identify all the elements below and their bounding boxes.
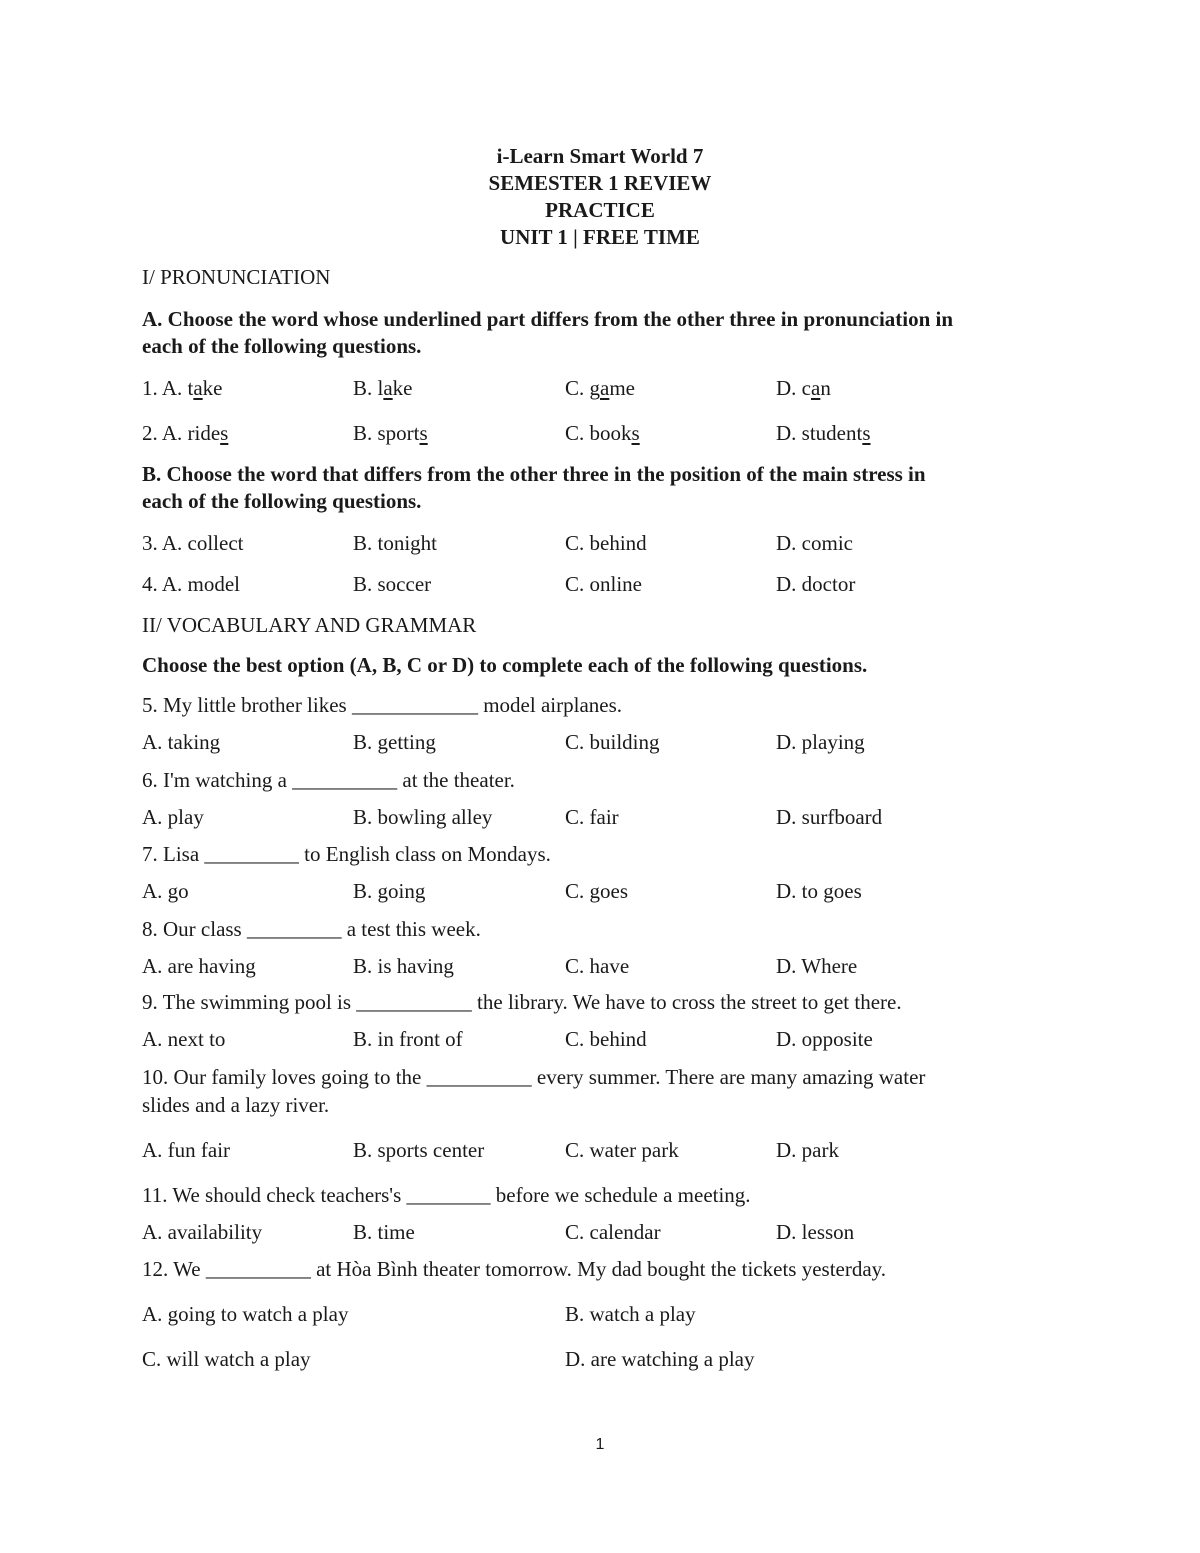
q8-text: 8. Our class _________ a test this week. [142, 917, 481, 941]
q6-option-d: D. surfboard [776, 805, 883, 829]
q12-option-b: B. watch a play [565, 1302, 696, 1326]
q7-text: 7. Lisa _________ to English class on Mondays. [142, 842, 551, 866]
q2-option-a: 2. A. rides [142, 421, 229, 445]
q9-option-d: D. opposite [776, 1027, 873, 1051]
q3-option-d: D. comic [776, 531, 853, 555]
q11-option-b: B. time [353, 1220, 415, 1244]
instruction-part-b-cont: each of the following questions. [142, 489, 422, 513]
q7-option-c: C. goes [565, 879, 628, 903]
q2-option-d: D. students [776, 421, 871, 445]
q6-text: 6. I'm watching a __________ at the theater. [142, 768, 515, 792]
q11-option-d: D. lesson [776, 1220, 855, 1244]
document-subtitle: SEMESTER 1 REVIEW [488, 171, 712, 195]
q12-option-a: A. going to watch a play [142, 1302, 349, 1326]
instruction-part-a: A. Choose the word whose underlined part differs from the other three in pronunciation in [142, 307, 954, 331]
q11-option-c: C. calendar [565, 1220, 661, 1244]
section-heading-vocabulary-grammar: II/ VOCABULARY AND GRAMMAR [142, 613, 477, 637]
page-number: 1 [595, 1436, 605, 1453]
instruction-part-b: B. Choose the word that differs from the other three in the position of the main stress in [142, 462, 926, 486]
q7-option-d: D. to goes [776, 879, 862, 903]
q5-option-c: C. building [565, 730, 660, 754]
q8-option-a: A. are having [142, 954, 256, 978]
q3-option-b: B. tonight [353, 531, 438, 555]
q12-text: 12. We __________ at Hòa Bình theater tomorrow. My dad bought the tickets yesterday. [142, 1257, 887, 1281]
q9-option-c: C. behind [565, 1027, 647, 1051]
q2-option-c: C. books [565, 421, 640, 445]
q7-option-a: A. go [142, 879, 189, 903]
q10-option-a: A. fun fair [142, 1138, 231, 1162]
q4-option-d: D. doctor [776, 572, 856, 596]
q11-text: 11. We should check teachers's ________ before we schedule a meeting. [142, 1183, 751, 1207]
q12-option-c: C. will watch a play [142, 1347, 311, 1371]
q2-option-b: B. sports [353, 421, 428, 445]
q1-option-a: 1. A. take [142, 376, 223, 400]
q10-text: 10. Our family loves going to the __________ every summer. There are many amazing water [142, 1065, 926, 1089]
q6-option-b: B. bowling alley [353, 805, 493, 829]
q10-text-cont: slides and a lazy river. [142, 1093, 330, 1117]
q1-option-c: C. game [565, 376, 635, 400]
q5-text: 5. My little brother likes ____________ model airplanes. [142, 693, 623, 717]
q5-option-b: B. getting [353, 730, 436, 754]
unit-title: UNIT 1 | FREE TIME [500, 225, 700, 249]
q3-option-a: 3. A. collect [142, 531, 244, 555]
document-practice-label: PRACTICE [545, 198, 655, 222]
q4-option-c: C. online [565, 572, 642, 596]
q8-option-d: D. Where [776, 954, 858, 978]
q3-option-c: C. behind [565, 531, 647, 555]
q8-option-c: C. have [565, 954, 630, 978]
instruction-part-a-cont: each of the following questions. [142, 334, 422, 358]
q4-option-b: B. soccer [353, 572, 432, 596]
q5-option-d: D. playing [776, 730, 865, 754]
document-title: i-Learn Smart World 7 [496, 144, 704, 168]
instruction-section-2: Choose the best option (A, B, C or D) to complete each of the following questions. [142, 653, 868, 677]
q8-option-b: B. is having [353, 954, 454, 978]
q6-option-c: C. fair [565, 805, 619, 829]
q6-option-a: A. play [142, 805, 204, 829]
q12-option-d: D. are watching a play [565, 1347, 755, 1371]
q10-option-d: D. park [776, 1138, 839, 1162]
q9-option-b: B. in front of [353, 1027, 463, 1051]
q1-option-b: B. lake [353, 376, 413, 400]
q11-option-a: A. availability [142, 1220, 263, 1244]
q9-text: 9. The swimming pool is ___________ the library. We have to cross the street to get there. [142, 990, 902, 1014]
q1-option-d: D. can [776, 376, 831, 400]
q10-option-b: B. sports center [353, 1138, 485, 1162]
section-heading-pronunciation: I/ PRONUNCIATION [142, 265, 331, 289]
q4-option-a: 4. A. model [142, 572, 240, 596]
q10-option-c: C. water park [565, 1138, 679, 1162]
q9-option-a: A. next to [142, 1027, 226, 1051]
q5-option-a: A. taking [142, 730, 221, 754]
q7-option-b: B. going [353, 879, 426, 903]
